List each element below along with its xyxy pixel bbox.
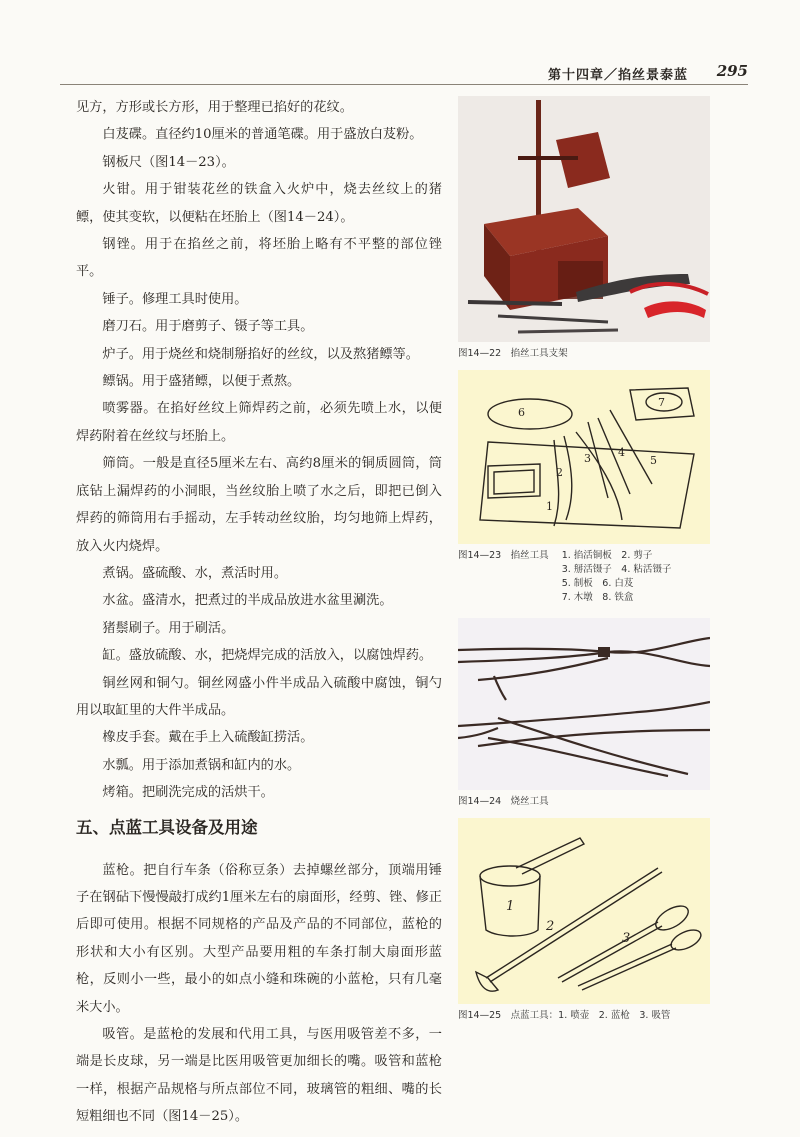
figure-caption: 图14—25 点蓝工具：1. 喷壶 2. 蓝枪 3. 吸管 <box>458 1010 671 1021</box>
fig23-label-7: 7 <box>658 396 665 409</box>
fig23-label-5: 5 <box>650 454 657 467</box>
paragraph: 炉子。用于烧丝和烧制掰掐好的丝纹，以及熬猪鳔等。 <box>102 346 419 362</box>
fig25-label-3: 3 <box>622 931 631 946</box>
section-heading: 五、点蓝工具设备及用途 <box>76 817 258 837</box>
caption-item: 3. 掰活镊子 4. 粘活镊子 <box>561 564 672 575</box>
paragraph: 鳔锅。用于盛猪鳔，以便于煮熬。 <box>102 374 301 390</box>
paragraph: 锤子。修理工具时使用。 <box>102 291 248 307</box>
paragraph: 缸。盛放硫酸、水，把烧焊完成的活放入，以腐蚀焊药。 <box>102 648 433 664</box>
figure-caption: 图14—24 烧丝工具 <box>458 796 549 807</box>
paragraph: 橡皮手套。戴在手上入硫酸缸捞活。 <box>102 730 314 746</box>
paragraph: 蓝枪。把自行车条（俗称豆条）去掉螺丝部分，顶端用锤子在钢砧下慢慢敲打成约1厘米左右的扇面形，经剪、锉、修正后即可使用。根据不同规格的产品及产品的不同部位，蓝枪的形状和大小有区别。大型产品要用粗的车条打制大扇面形蓝枪，反则小一些，最小的如点小缝和珠碗的小蓝枪，只有几毫米大小。 <box>76 862 442 1015</box>
paragraph: 筛筒。一般是直径5厘米左右、高约8厘米的铜质圆筒，筒底钻上漏焊药的小洞眼，当丝纹胎上喷了水之后，即把已倒入焊药的筛筒用右手摇动，左手转动丝纹胎，均匀地筛上焊药，放入火内烧焊。 <box>76 456 442 554</box>
paragraph: 火钳。用于钳装花丝的铁盒入火炉中，烧去丝纹上的猪鳔，使其变软，以便粘在坯胎上（图14－24）。 <box>76 182 442 225</box>
caption-items <box>562 549 672 605</box>
paragraph: 见方，方形或长方形，用于整理已掐好的花纹。 <box>76 100 353 115</box>
paragraph: 水盆。盛清水，把煮过的半成品放进水盆里涮洗。 <box>102 593 393 609</box>
page-number: 295 <box>716 62 748 80</box>
figure-image-tool-stand <box>458 96 710 342</box>
caption-item: 5. 制板 6. 白芨 <box>561 578 634 589</box>
fig23-label-3: 3 <box>584 452 591 465</box>
fig23-label-6: 6 <box>518 406 525 419</box>
page-header <box>60 62 748 85</box>
chapter-title: 第十四章／掐丝景泰蓝 <box>547 68 688 83</box>
paragraph: 磨刀石。用于磨剪子、镊子等工具。 <box>102 319 314 335</box>
fig23-label-1: 1 <box>546 500 553 513</box>
paragraph: 煮锅。盛硫酸、水，煮活时用。 <box>102 565 288 581</box>
paragraph-group-top <box>76 94 442 807</box>
caption-item: 1. 掐活铜板 2. 剪子 <box>561 550 653 561</box>
figure-image-filigree-tools <box>458 370 710 544</box>
figure-caption <box>458 549 710 605</box>
paragraph: 白芨碟。直径约10厘米的普通笔碟。用于盛放白芨粉。 <box>102 127 423 143</box>
fig23-label-2: 2 <box>556 466 563 479</box>
figure-14-22 <box>458 96 710 361</box>
paragraph: 水瓢。用于添加煮锅和缸内的水。 <box>102 757 301 773</box>
paragraph: 猪鬃刷子。用于刷活。 <box>102 620 235 636</box>
figure-14-24 <box>458 618 710 809</box>
fig23-label-4: 4 <box>618 446 625 459</box>
paragraph: 钢板尺（图14－23）。 <box>102 154 235 170</box>
figure-image-tongs <box>458 618 710 790</box>
paragraph: 吸管。是蓝枪的发展和代用工具，与医用吸管差不多，一端是长皮球，另一端是比医用吸管更加细长的嘴。吸管和蓝枪一样，根据产品规格与所点部位不同，玻璃管的粗细、嘴的长短粗细也不同（图14－25）。 <box>76 1027 442 1125</box>
paragraph-group-bottom <box>76 857 442 1131</box>
body-text <box>76 94 442 1131</box>
paragraph: 钢锉。用于在掐丝之前，将坯胎上略有不平整的部位锉平。 <box>76 237 442 280</box>
figure-14-23 <box>458 370 710 605</box>
fig25-label-1: 1 <box>506 899 515 914</box>
caption-title: 图14—23 掐丝工具 <box>458 550 549 561</box>
figure-14-25 <box>458 818 710 1023</box>
caption-item: 7. 木墩 8. 铁盒 <box>561 592 634 603</box>
paragraph: 喷雾器。在掐好丝纹上筛焊药之前，必须先喷上水，以便焊药附着在丝纹与坯胎上。 <box>76 401 442 444</box>
fig25-label-2: 2 <box>546 919 555 934</box>
paragraph: 烤箱。把刷洗完成的活烘干。 <box>102 785 274 801</box>
figure-caption: 图14—22 掐丝工具支架 <box>458 348 568 359</box>
paragraph: 铜丝网和铜勺。铜丝网盛小件半成品入硫酸中腐蚀，铜勺用以取缸里的大件半成品。 <box>76 675 442 718</box>
figure-image-enamel-tools <box>458 818 710 1004</box>
